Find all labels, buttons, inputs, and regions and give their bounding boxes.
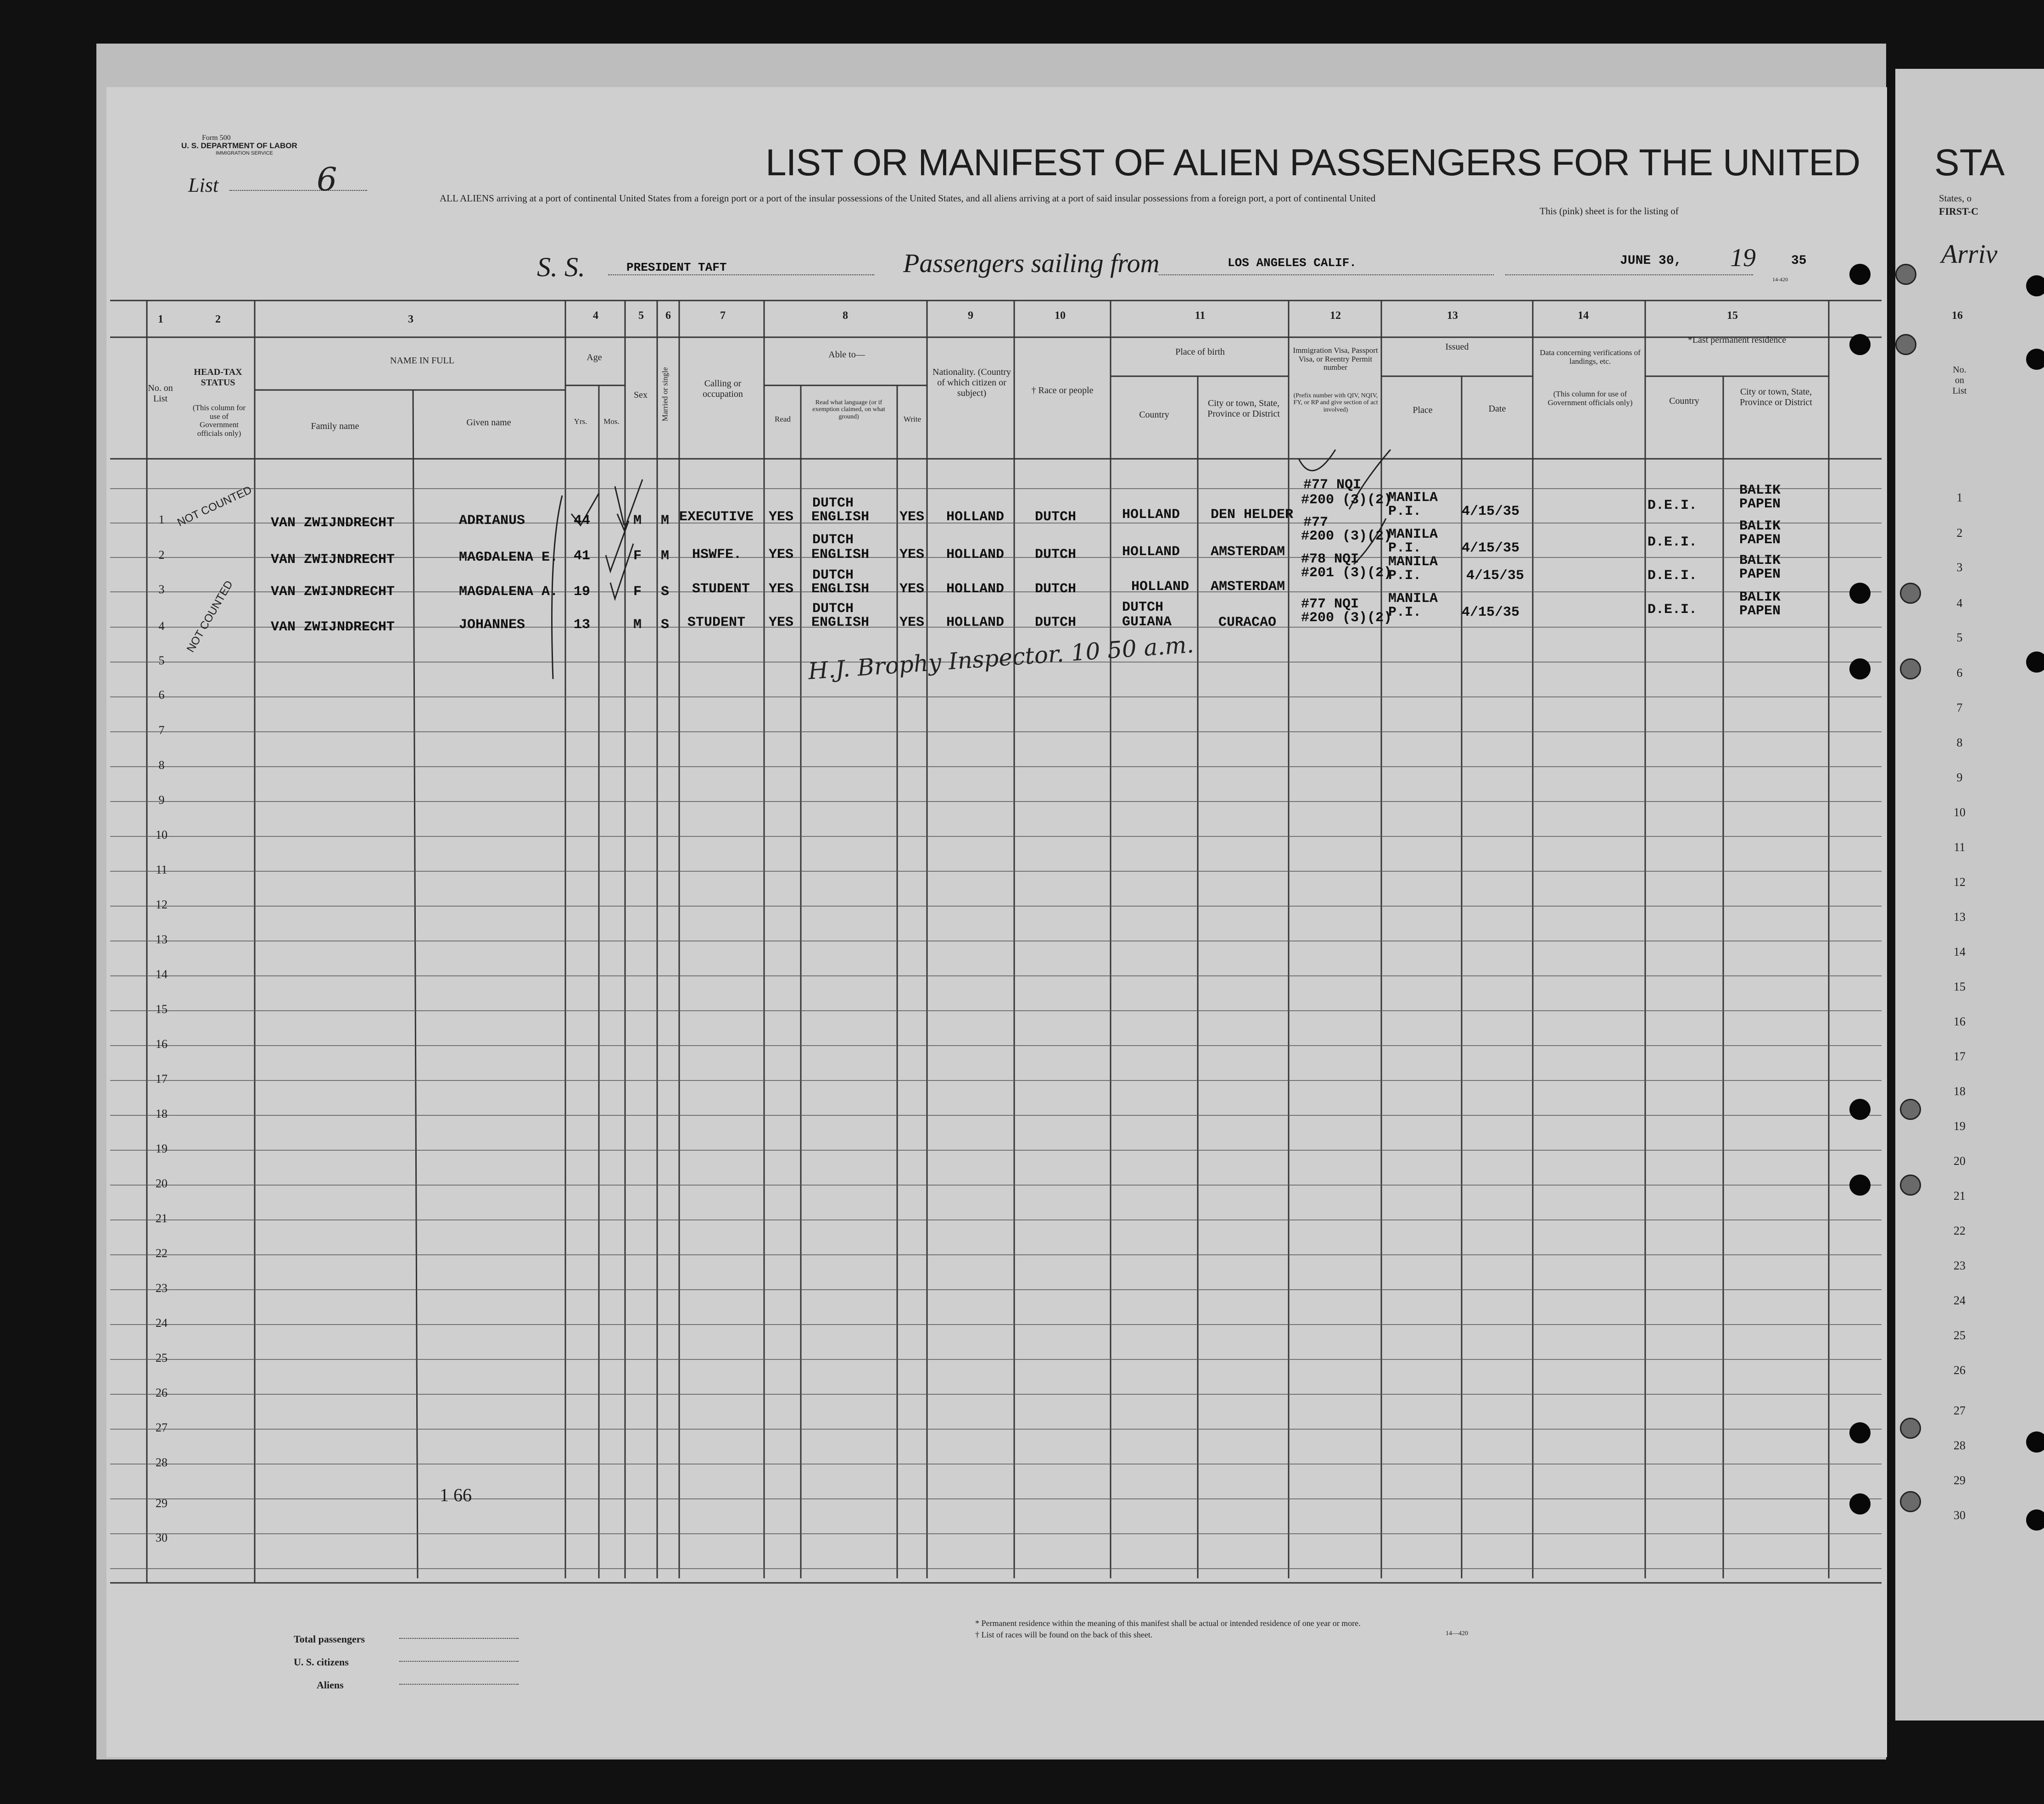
- nationality: HOLLAND: [946, 615, 1005, 630]
- footnote-residence: * Permanent residence within the meaning of this manifest shall be actual or intended residence of one year or more.: [975, 1619, 1361, 1628]
- can-write: YES: [899, 581, 925, 597]
- birth-country: DUTCH GUIANA: [1122, 600, 1172, 630]
- row-number: 5: [158, 654, 165, 667]
- issued-place-2: P.I.: [1388, 540, 1422, 556]
- row-number: 23: [1954, 1259, 1966, 1272]
- punch-hole: [1849, 1422, 1871, 1443]
- row-number: 29: [1954, 1474, 1966, 1487]
- row-number: 8: [158, 758, 165, 772]
- punch-hole: [1849, 1099, 1871, 1120]
- col-num: 9: [968, 310, 973, 322]
- birth-city: AMSTERDAM: [1211, 544, 1285, 560]
- visa-section: #201 (3)(2): [1301, 565, 1392, 581]
- punch-hole: [1900, 1418, 1921, 1439]
- row-number: 8: [1956, 736, 1963, 749]
- punch-hole: [1900, 658, 1921, 679]
- can-read: YES: [769, 509, 794, 525]
- row-number: 7: [1956, 701, 1963, 714]
- col-num: 8: [843, 310, 848, 322]
- issued-date: 4/15/35: [1462, 605, 1520, 620]
- residence-city-2: PAPEN: [1739, 496, 1781, 512]
- age-years: 13: [574, 617, 591, 633]
- row-number: 19: [1954, 1119, 1966, 1133]
- visa-number: #77 NQI: [1301, 596, 1359, 612]
- can-write: YES: [899, 547, 925, 562]
- ship-underline: [608, 274, 874, 275]
- marital-status: S: [661, 584, 670, 600]
- sex: F: [633, 548, 642, 564]
- row-number: 16: [156, 1037, 168, 1051]
- residence-city-2: PAPEN: [1739, 532, 1781, 548]
- occupation: STUDENT: [687, 615, 746, 630]
- col-num: 3: [408, 313, 413, 325]
- residence-country: D.E.I.: [1647, 535, 1698, 550]
- hdr-given-name: Given name: [466, 418, 511, 428]
- row-number: 6: [1956, 666, 1963, 679]
- family-name: VAN ZWIJNDRECHT: [271, 515, 395, 531]
- row-number: 3: [1956, 561, 1963, 574]
- manifest-title: LIST OR MANIFEST OF ALIEN PASSENGERS FOR THE UNITED: [765, 142, 1860, 184]
- residence-city: BALIK: [1739, 483, 1781, 498]
- hdr-married: Married or single: [660, 367, 670, 422]
- row-number: 24: [156, 1316, 168, 1330]
- ss-label: S. S.: [537, 252, 585, 282]
- row-number: 1: [158, 513, 165, 526]
- row-number: 28: [156, 1456, 168, 1469]
- col-num: 12: [1330, 310, 1341, 322]
- punch-hole: [1849, 658, 1871, 679]
- age-years: 19: [574, 584, 591, 600]
- row-number: 21: [156, 1212, 168, 1225]
- row-number: 13: [156, 933, 168, 946]
- given-name: ADRIANUS: [459, 513, 525, 529]
- marital-status: S: [661, 617, 670, 633]
- occupation: HSWFE.: [692, 547, 742, 562]
- col-num: 16: [1952, 310, 1963, 322]
- issued-place-2: P.I.: [1388, 568, 1422, 584]
- punch-hole: [2026, 349, 2044, 370]
- col-num: 6: [665, 310, 671, 322]
- list-underline: [229, 190, 367, 191]
- not-counted-stamp: NOT COUNTED: [184, 578, 235, 655]
- hdr-nationality: Nationality. (Country of which citizen or subject): [933, 367, 1011, 398]
- issued-place: MANILA: [1388, 591, 1438, 607]
- birth-city: CURACAO: [1218, 615, 1277, 630]
- issued-date: 4/15/35: [1466, 568, 1525, 584]
- can-read: YES: [769, 581, 794, 597]
- punch-hole: [1895, 264, 1916, 285]
- hdr-visa-note: (Prefix number with QIV, NQIV, FY, or RP and give section of act involved): [1293, 392, 1378, 413]
- punch-hole: [1895, 334, 1916, 355]
- hdr-family-name: Family name: [311, 421, 359, 431]
- total-passengers-line: [399, 1638, 519, 1639]
- residence-city: BALIK: [1739, 590, 1781, 605]
- marital-status: M: [661, 548, 670, 564]
- hdr-res-city: City or town, State, Province or District: [1740, 387, 1812, 407]
- nationality: HOLLAND: [946, 509, 1005, 525]
- sex: F: [633, 584, 642, 600]
- col-num: 7: [720, 310, 726, 322]
- race: DUTCH: [1035, 547, 1077, 562]
- margin-note: 1 66: [440, 1485, 472, 1505]
- punch-hole: [2026, 1431, 2044, 1453]
- row-number: 2: [158, 548, 165, 562]
- next-page-title: STA: [1934, 142, 2005, 184]
- hdr-name-in-full: NAME IN FULL: [390, 356, 454, 366]
- residence-city: BALIK: [1739, 518, 1781, 534]
- row-number: 7: [158, 724, 165, 737]
- hdr-calling: Calling or occupation: [703, 379, 743, 399]
- race: DUTCH: [1035, 615, 1077, 630]
- residence-country: D.E.I.: [1647, 602, 1698, 618]
- punch-hole: [2026, 651, 2044, 673]
- hdr-no-on-list: No. on List: [148, 383, 173, 404]
- hdr-birth-country: Country: [1139, 410, 1169, 420]
- issued-place: MANILA: [1388, 527, 1438, 542]
- row-number: 25: [156, 1351, 168, 1364]
- row-number: 17: [156, 1072, 168, 1086]
- hdr-last-residence: *Last permanent residence: [1687, 335, 1787, 345]
- issued-place-2: P.I.: [1388, 504, 1422, 519]
- punch-hole: [1849, 583, 1871, 604]
- subtitle-line2: This (pink) sheet is for the listing of: [1540, 206, 1679, 217]
- row-number: 10: [156, 828, 168, 841]
- row-number: 26: [156, 1386, 168, 1399]
- hdr-no-on-list-right: No. on List: [1952, 365, 1967, 396]
- residence-country: D.E.I.: [1647, 498, 1698, 513]
- row-number: 20: [1954, 1154, 1966, 1168]
- visa-section: #200 (3)(2): [1301, 492, 1392, 508]
- birth-country: HOLLAND: [1122, 507, 1180, 523]
- row-number: 18: [1954, 1085, 1966, 1098]
- row-number: 18: [156, 1107, 168, 1120]
- residence-city-2: PAPEN: [1739, 567, 1781, 582]
- form-number: Form 500: [202, 134, 231, 142]
- birth-country: HOLLAND: [1131, 579, 1190, 595]
- punch-hole: [1900, 1491, 1921, 1512]
- punch-hole: [2026, 275, 2044, 296]
- col-num: 15: [1727, 310, 1738, 322]
- row-number: 12: [156, 898, 168, 911]
- residence-city: BALIK: [1739, 553, 1781, 568]
- issued-date: 4/15/35: [1462, 504, 1520, 519]
- language-2: ENGLISH: [811, 615, 870, 630]
- age-years: 41: [574, 548, 591, 564]
- given-name: MAGDALENA E.: [459, 550, 558, 565]
- hdr-data-concerning: Data concerning verifications of landings, etc.: [1540, 348, 1641, 366]
- can-write: YES: [899, 509, 925, 525]
- row-number: 27: [1954, 1404, 1966, 1417]
- row-number: 19: [156, 1142, 168, 1155]
- visa-number: #78 NQI: [1301, 551, 1359, 567]
- row-number: 1: [1956, 491, 1963, 504]
- row-number: 2: [1956, 526, 1963, 540]
- row-number: 12: [1954, 875, 1966, 889]
- age-years: 44: [574, 513, 591, 529]
- row-number: 23: [156, 1281, 168, 1295]
- total-passengers-label: Total passengers: [294, 1633, 365, 1645]
- issued-place: MANILA: [1388, 554, 1438, 570]
- next-page-line1: States, o: [1939, 193, 1972, 204]
- birth-city: DEN HELDER: [1211, 507, 1294, 523]
- can-read: YES: [769, 615, 794, 630]
- hdr-able-to: Able to—: [828, 350, 865, 360]
- row-number: 15: [1954, 980, 1966, 993]
- birth-country: HOLLAND: [1122, 544, 1180, 560]
- language-2: ENGLISH: [811, 509, 870, 525]
- family-name: VAN ZWIJNDRECHT: [271, 619, 395, 635]
- not-counted-stamp: NOT COUNTED: [175, 484, 254, 529]
- hdr-read: Read: [775, 415, 791, 423]
- form-code: 14-420: [1772, 276, 1788, 283]
- sex: M: [633, 513, 642, 529]
- hdr-issued: Issued: [1445, 342, 1469, 352]
- hdr-race: † Race or people: [1031, 385, 1094, 395]
- hdr-birth-city: City or town, State, Province or District: [1207, 398, 1280, 419]
- ship-name: PRESIDENT TAFT: [626, 261, 727, 274]
- row-number: 30: [1954, 1509, 1966, 1522]
- row-number: 17: [1954, 1050, 1966, 1063]
- hdr-sex: Sex: [634, 390, 648, 400]
- can-write: YES: [899, 615, 925, 630]
- hdr-issued-place: Place: [1413, 405, 1433, 415]
- residence-country: D.E.I.: [1647, 568, 1698, 584]
- next-page-line2: FIRST-C: [1939, 206, 1978, 217]
- language-1: DUTCH: [812, 532, 854, 548]
- col-num: 11: [1195, 310, 1206, 322]
- date-underline: [1505, 274, 1753, 275]
- row-number: 30: [156, 1531, 168, 1544]
- given-name: MAGDALENA A.: [459, 584, 558, 600]
- family-name: VAN ZWIJNDRECHT: [271, 552, 395, 568]
- race: DUTCH: [1035, 509, 1077, 525]
- sailing-date: JUNE 30,: [1620, 254, 1682, 268]
- footnote-races: † List of races will be found on the back of this sheet.: [975, 1630, 1153, 1639]
- footer-code: 14—420: [1446, 1630, 1468, 1637]
- col-num: 5: [638, 310, 644, 322]
- hdr-visa: Immigration Visa, Passport Visa, or Reentry Permit number: [1293, 346, 1378, 372]
- year-suffix: 35: [1791, 254, 1807, 268]
- col-num: 2: [215, 313, 221, 325]
- punch-hole: [1849, 1493, 1871, 1514]
- language-2: ENGLISH: [811, 547, 870, 562]
- hdr-head-tax: HEAD-TAX STATUS: [194, 367, 242, 388]
- row-number: 27: [156, 1421, 168, 1434]
- language-1: DUTCH: [812, 496, 854, 511]
- list-label: List: [188, 174, 219, 196]
- row-number: 9: [1956, 771, 1963, 784]
- row-number: 21: [1954, 1189, 1966, 1203]
- row-number: 4: [1956, 596, 1963, 610]
- visa-number: #77: [1303, 515, 1329, 530]
- punch-hole: [1849, 1175, 1871, 1196]
- language-1: DUTCH: [812, 601, 854, 617]
- row-number: 24: [1954, 1294, 1966, 1307]
- subtitle-line1: ALL ALIENS arriving at a port of continental United States from a foreign port or a port of the insular possessions of the United States, and all aliens arriving at a port of said insular possessions from a foreign port, a port of continental United: [440, 193, 1376, 204]
- aliens-line: [399, 1684, 519, 1685]
- birth-city: AMSTERDAM: [1211, 579, 1285, 595]
- hdr-res-country: Country: [1669, 396, 1699, 406]
- race: DUTCH: [1035, 581, 1077, 597]
- language-1: DUTCH: [812, 568, 854, 583]
- row-number: 28: [1954, 1439, 1966, 1452]
- row-number: 13: [1954, 910, 1966, 924]
- issued-place-2: P.I.: [1388, 605, 1422, 620]
- punch-hole: [1849, 334, 1871, 355]
- occupation: EXECUTIVE: [679, 509, 754, 525]
- row-number: 29: [156, 1497, 168, 1510]
- col-num: 10: [1055, 310, 1066, 322]
- occupation: STUDENT: [692, 581, 750, 597]
- hdr-head-tax-note: (This column for use of Government officials only): [192, 403, 246, 438]
- sex: M: [633, 617, 642, 633]
- row-number: 6: [158, 688, 165, 702]
- can-read: YES: [769, 547, 794, 562]
- col-num: 13: [1447, 310, 1458, 322]
- row-number: 16: [1954, 1015, 1966, 1028]
- punch-hole: [1900, 583, 1921, 604]
- row-number: 15: [156, 1002, 168, 1016]
- row-number: 4: [158, 619, 165, 633]
- aliens-label: Aliens: [317, 1679, 344, 1691]
- row-number: 25: [1954, 1329, 1966, 1342]
- given-name: JOHANNES: [459, 617, 525, 633]
- hdr-read-what: Read what language (or if exemption claimed, on what ground): [812, 399, 885, 420]
- visa-section: #200 (3)(2): [1301, 610, 1392, 626]
- list-number: 6: [317, 161, 337, 198]
- port-underline: [1159, 274, 1494, 275]
- row-number: 5: [1956, 631, 1963, 644]
- row-number: 20: [156, 1177, 168, 1190]
- language-2: ENGLISH: [811, 581, 870, 597]
- row-number: 14: [156, 968, 168, 981]
- inspector-signature: H.J. Brophy Inspector. 10 50 a.m.: [807, 631, 1195, 685]
- family-name: VAN ZWIJNDRECHT: [271, 584, 395, 600]
- year-prefix: 19: [1730, 244, 1756, 272]
- hdr-issued-date: Date: [1488, 404, 1506, 414]
- punch-hole: [1849, 264, 1871, 285]
- hdr-data-note: (This column for use of Government officials only): [1547, 390, 1633, 407]
- issued-date: 4/15/35: [1462, 540, 1520, 556]
- hdr-mos: Mos.: [603, 417, 620, 426]
- col-num: 14: [1578, 310, 1589, 322]
- row-number: 22: [156, 1247, 168, 1260]
- issued-place: MANILA: [1388, 490, 1438, 506]
- us-citizens-line: [399, 1661, 519, 1662]
- row-number: 11: [156, 863, 168, 876]
- service-label: IMMIGRATION SERVICE: [216, 150, 273, 156]
- col-num: 4: [593, 310, 598, 322]
- us-citizens-label: U. S. citizens: [294, 1656, 349, 1668]
- departure-port: LOS ANGELES CALIF.: [1228, 256, 1357, 270]
- hdr-write: Write: [903, 415, 921, 423]
- row-number: 10: [1954, 806, 1966, 819]
- sailing-label: Passengers sailing from: [903, 248, 1160, 278]
- col-num: 1: [158, 313, 163, 325]
- punch-hole: [1900, 1175, 1921, 1196]
- visa-section: #200 (3)(2): [1301, 529, 1392, 544]
- visa-number: #77 NQI: [1303, 477, 1362, 493]
- next-page-arrival: Arriv: [1941, 239, 1998, 269]
- residence-city-2: PAPEN: [1739, 603, 1781, 619]
- row-number: 11: [1954, 841, 1966, 854]
- hdr-age: Age: [586, 352, 602, 362]
- row-number: 9: [158, 793, 165, 807]
- hdr-place-of-birth: Place of birth: [1175, 347, 1225, 357]
- department-label: U. S. DEPARTMENT OF LABOR: [181, 141, 297, 150]
- punch-hole: [1900, 1099, 1921, 1120]
- row-number: 26: [1954, 1364, 1966, 1377]
- row-number: 3: [158, 583, 165, 596]
- row-number: 22: [1954, 1224, 1966, 1237]
- hdr-yrs: Yrs.: [574, 417, 587, 426]
- punch-hole: [2026, 1509, 2044, 1531]
- marital-status: M: [661, 513, 670, 529]
- nationality: HOLLAND: [946, 547, 1005, 562]
- row-number: 14: [1954, 945, 1966, 958]
- nationality: HOLLAND: [946, 581, 1005, 597]
